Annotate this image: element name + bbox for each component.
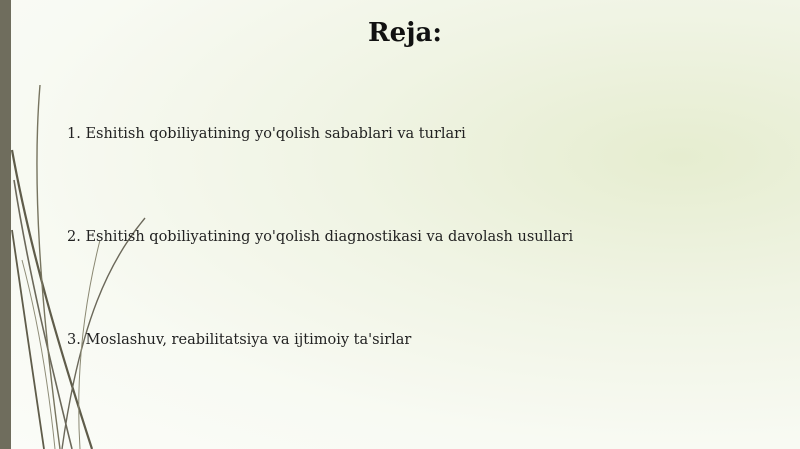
plan-item-1: 1. Eshitish qobiliyatining yo'qolish sabablari va turlari [67, 126, 466, 142]
plan-item-2: 2. Eshitish qobiliyatining yo'qolish diagnostikasi va davolash usullari [67, 229, 574, 245]
plan-item-3: 3. Moslashuv, reabilitatsiya va ijtimoiy ta'sirlar [67, 332, 412, 348]
slide-title: Reja: [367, 18, 442, 48]
grass-decoration [0, 0, 160, 449]
